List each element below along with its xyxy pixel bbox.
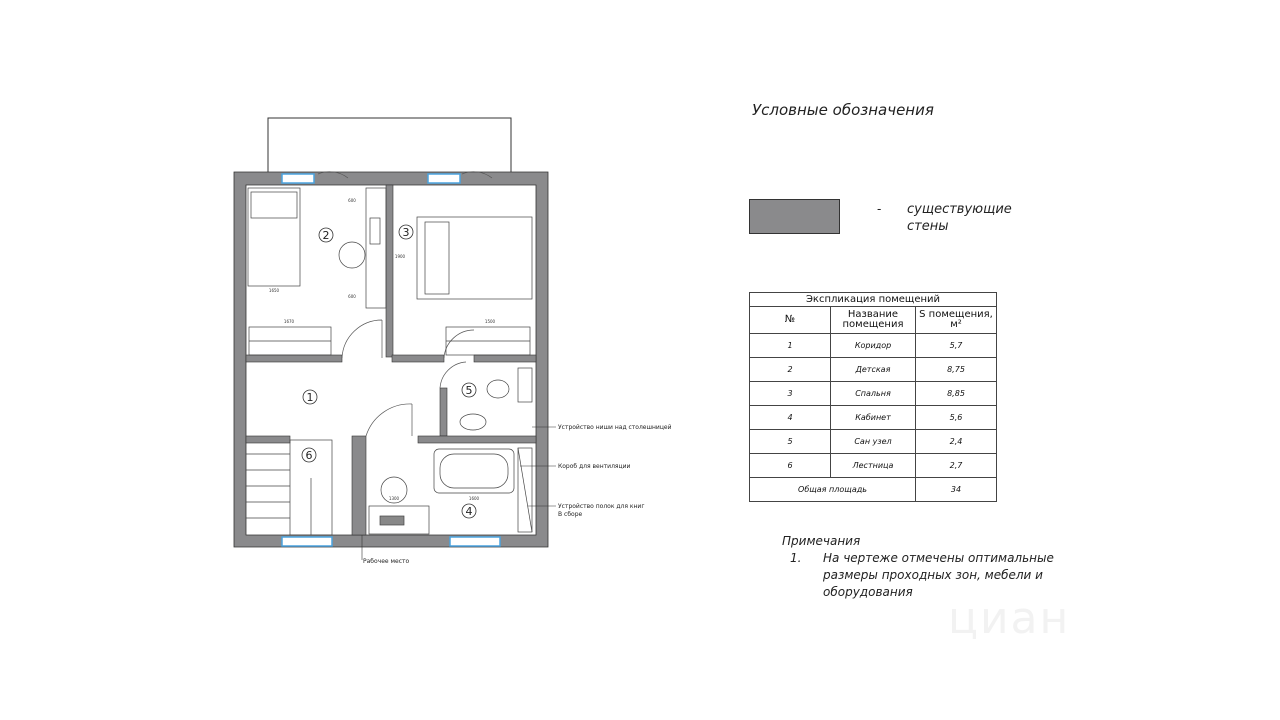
total-row (750, 478, 997, 502)
dim-shelf-top: 600 (348, 198, 356, 203)
room-name: Сан узел (831, 430, 916, 454)
dim-wardrobe-right: 1500 (484, 319, 496, 324)
room-num: 3 (750, 382, 831, 406)
room-area: 5,7 (916, 334, 997, 358)
room-area: 8,85 (916, 382, 997, 406)
balcony (268, 118, 511, 173)
annotation-vent: Короб для вентиляции (558, 463, 631, 470)
table-row (750, 406, 997, 430)
room-number-6: 6 (305, 449, 313, 462)
note-number: 1. (790, 551, 802, 565)
room-area: 5,6 (916, 406, 997, 430)
office-furniture (369, 448, 532, 534)
annotation-workplace: Рабочее место (363, 558, 410, 565)
kids-room-furniture (339, 188, 386, 308)
wall-swatch (749, 199, 840, 234)
table-row (750, 430, 997, 454)
dim-wardrobe-left: 1670 (283, 319, 295, 324)
table-row (750, 454, 997, 478)
room-num: 5 (750, 430, 831, 454)
table-row (750, 334, 997, 358)
room-name: Коридор (831, 334, 916, 358)
bathroom-fixtures (460, 368, 532, 430)
dim-shelf-bottom: 600 (348, 294, 356, 299)
room-name: Спальня (831, 382, 916, 406)
room-num: 6 (750, 454, 831, 478)
room-area: 8,75 (916, 358, 997, 382)
dim-bed-left: 1650 (268, 288, 280, 293)
room-number-2: 2 (322, 229, 330, 242)
dim-bed-right: 1900 (394, 254, 406, 259)
room-name: Лестница (831, 454, 916, 478)
room-number-4: 4 (465, 505, 473, 518)
annotation-niche: Устройство ниши над столешницей (558, 424, 672, 431)
note-text: На чертеже отмечены оптимальные размеры проходных зон, мебели и оборудования (823, 551, 1054, 599)
room-num: 1 (750, 334, 831, 358)
header-name: Название помещения (831, 307, 916, 334)
dim-desk: 1300 (388, 496, 400, 501)
room-name: Детская (831, 358, 916, 382)
legend-wall-text: существующие стены (907, 202, 1012, 234)
notes (782, 533, 1082, 601)
staircase (246, 440, 332, 535)
dim-bath: 1600 (468, 496, 480, 501)
explication-table (749, 292, 997, 502)
room-area: 2,4 (916, 430, 997, 454)
interior-walls (246, 185, 536, 535)
room-num: 2 (750, 358, 831, 382)
watermark-logo: циан (948, 593, 1071, 644)
legend-dash: - (877, 201, 882, 216)
room-area: 2,7 (916, 454, 997, 478)
table-row (750, 358, 997, 382)
header-area: S помещения, м² (916, 307, 997, 334)
header-num: № (750, 307, 831, 334)
table-row (750, 382, 997, 406)
room-name: Кабинет (831, 406, 916, 430)
room-number-5: 5 (465, 384, 473, 397)
explication-title: Экспликация помещений (749, 292, 997, 306)
room-num: 4 (750, 406, 831, 430)
annotation-shelves: Устройство полок для книг (558, 503, 645, 510)
total-value: 34 (916, 478, 997, 502)
room-number-1: 1 (306, 391, 314, 404)
room-number-3: 3 (402, 226, 410, 239)
notes-title: Примечания (782, 534, 861, 548)
legend-title: Условные обозначения (752, 101, 934, 119)
annotation-shelves-2: В сборе (558, 511, 583, 518)
total-label: Общая площадь (750, 478, 916, 502)
